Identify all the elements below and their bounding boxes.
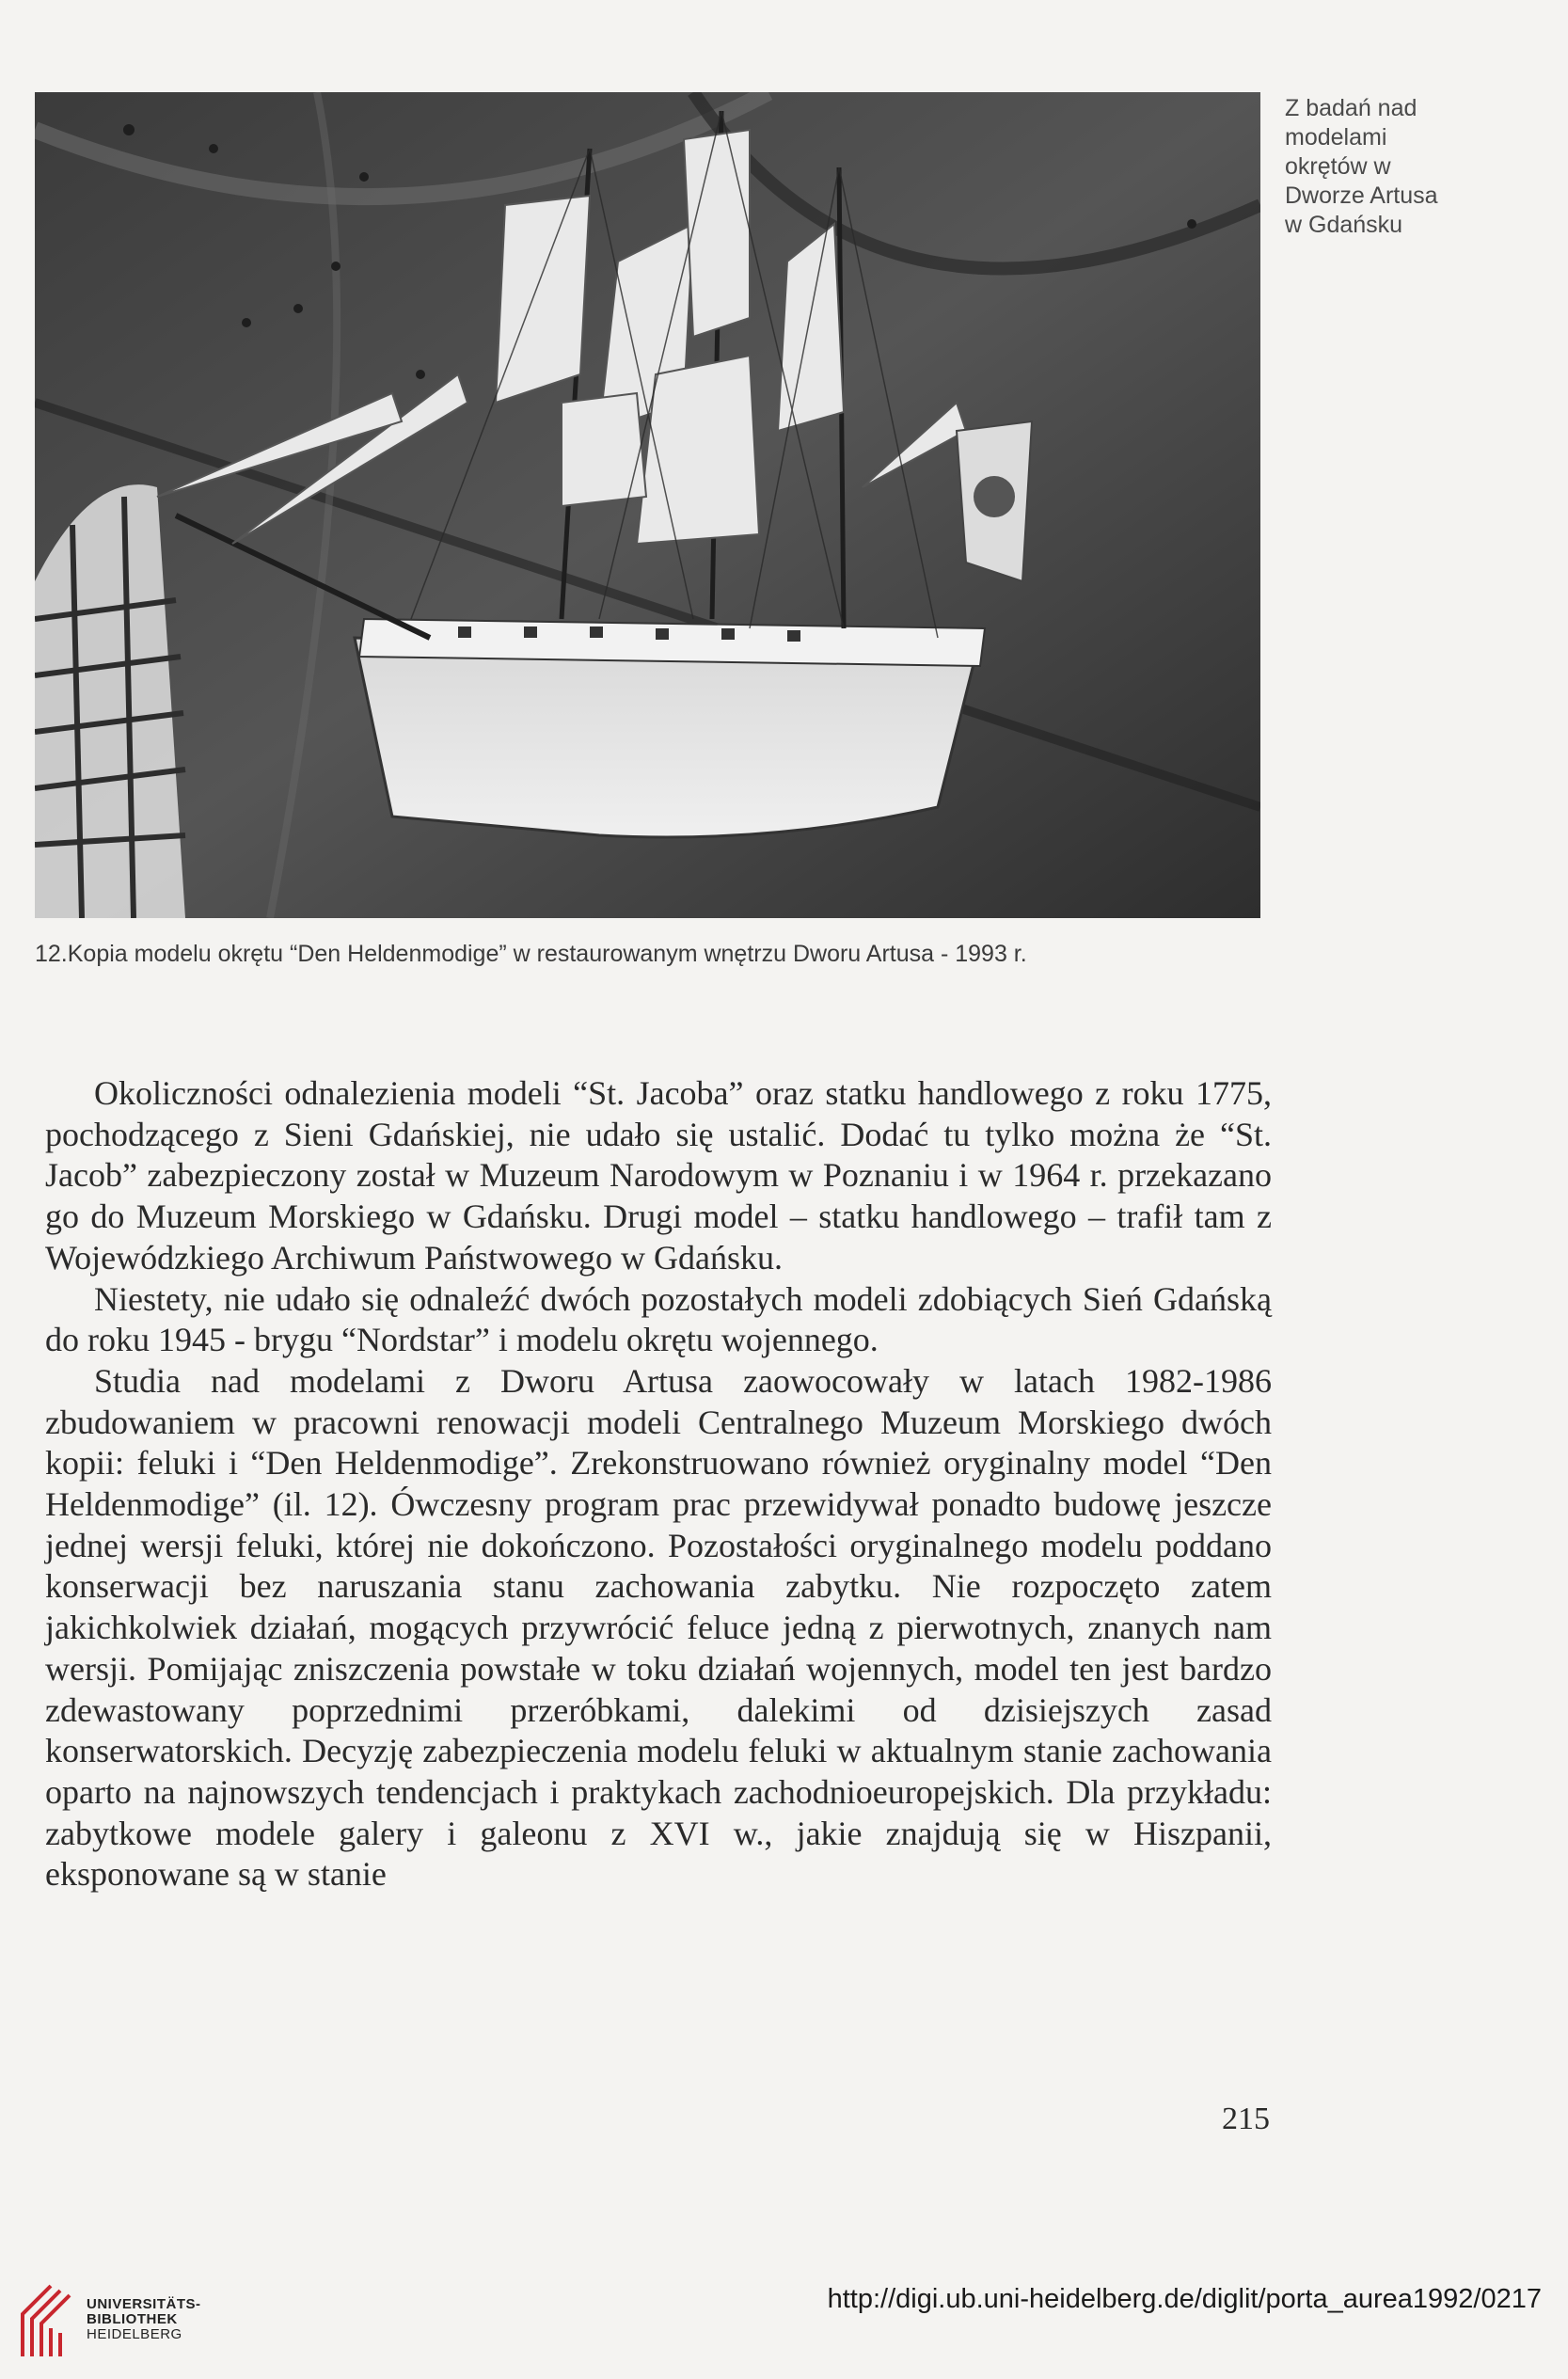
library-name-line: BIBLIOTHEK (87, 2311, 178, 2327)
library-logo (13, 2276, 201, 2361)
library-logo-icon (13, 2276, 79, 2361)
paragraph: Okoliczności odnalezienia modeli “St. Jacoba” oraz statku handlowego z roku 1775, pochodzącego z Sieni Gdańskiej, nie udało się ustalić. Dodać tu tylko można że “St. Jacob” zabezpieczony został w Muzeum Narodowym w Poznaniu i w 1964 r. przekazano go do Muzeum Morskiego w Gdańsku. Drugi model – statku handlowego – trafił tam z Wojewódzkiego Archiwum Państwowego w Gdańsku. (45, 1074, 1272, 1277)
library-name-line: UNIVERSITÄTS- (87, 2296, 201, 2312)
body-text (45, 1073, 1272, 1895)
library-city: HEIDELBERG (87, 2326, 182, 2342)
paragraph: Niestety, nie udało się odnaleźć dwóch pozostałych modeli zdobiących Sień Gdańską do roku 1945 - brygu “Nordstar” i modelu okrętu wojennego. (45, 1279, 1272, 1359)
margin-note-line: w Gdańsku (1285, 212, 1403, 238)
margin-note-line: Dworze Artusa (1285, 182, 1438, 209)
ship-model-photo (35, 92, 1260, 918)
paragraph: Studia nad modelami z Dworu Artusa zaowocowały w latach 1982-1986 zbudowaniem w pracowni renowacji modeli Centralnego Muzeum Morskiego dwóch kopii: feluki i “Den Heldenmodige”. Zrekonstruowano również oryginalny model “Den Heldenmodige” (il. 12). Ówczesny program prac przewidywał ponadto budowę jeszcze jednej wersji feluki, której nie dokończono. Pozostałości oryginalnego modelu poddano konserwacji bez naruszania stanu zachowania zabytku. Nie rozpoczęto zatem jakichkolwiek działań, mogących przywrócić feluce jedną z pierwotnych, znanych nam wersji. Pomijając zniszczenia powstałe w toku działań wojennych, model ten jest bardzo zdewastowany poprzednimi przeróbkami, dalekimi od dzisiejszych zasad konserwatorskich. Decyzję zabezpieczenia modelu feluki w aktualnym stanie zachowania oparto na najnowszych tendencjach i praktykach zachodnioeuropejskich. Dla przykładu: zabytkowe modele galery i galeonu z XVI w., jakie znajdują się w Hiszpanii, eksponowane są w stanie (45, 1361, 1272, 1894)
margin-note (1285, 94, 1501, 240)
margin-note-line: Z badań nad (1285, 95, 1418, 121)
page-number: 215 (1222, 2101, 1270, 2136)
margin-note-line: modelami (1285, 124, 1387, 151)
source-url[interactable]: http://digi.ub.uni-heidelberg.de/diglit/porta_aurea1992/0217 (827, 2284, 1542, 2314)
figure-caption: 12.Kopia modelu okrętu “Den Heldenmodige” w restaurowanym wnętrzu Dworu Artusa - 1993 r. (35, 941, 1027, 967)
margin-note-line: okrętów w (1285, 153, 1391, 180)
